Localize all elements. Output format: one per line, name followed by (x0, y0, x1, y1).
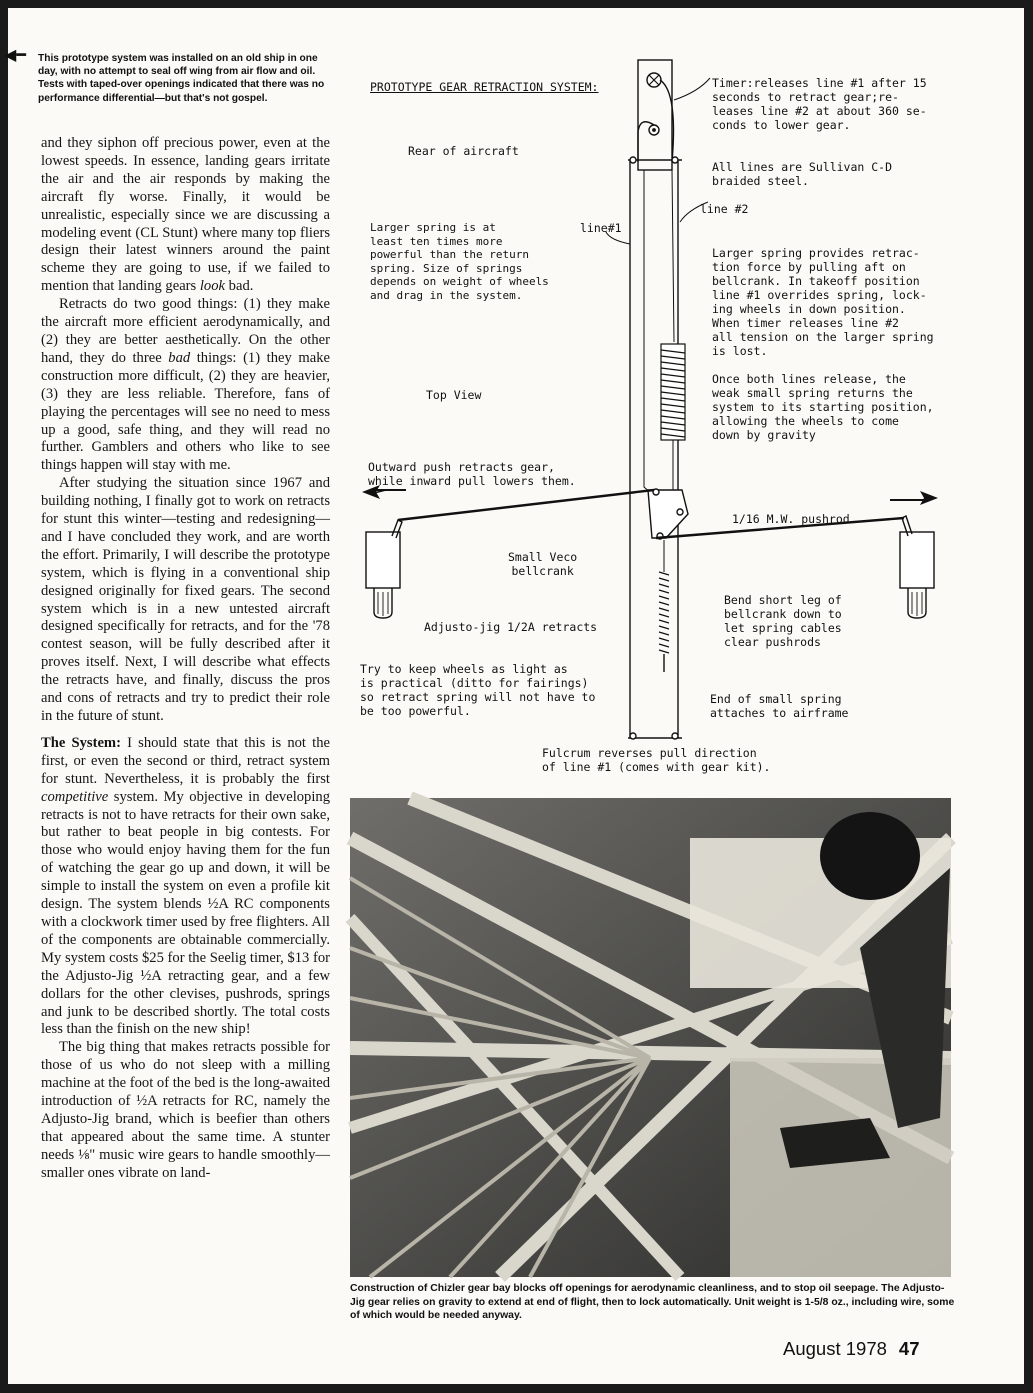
issue-date: August 1978 (783, 1338, 887, 1359)
top-photo-caption (4, 47, 338, 105)
left-gear-unit (366, 532, 400, 588)
section-heading: The System: (41, 734, 121, 751)
label-wheels-light: Try to keep wheels as light as is practical (ditto for fairings) so retract spring will not have to be too powerful. (360, 662, 596, 718)
label-pushrod: 1/16 M.W. pushrod (732, 512, 850, 526)
label-outward-push: Outward push retracts gear, while inward pull lowers them. (368, 460, 576, 488)
magazine-page (4, 8, 1024, 1384)
caption-arrow-icon: ◀━ (4, 47, 26, 64)
label-adjusto-jig: Adjusto-jig 1/2A retracts (424, 620, 598, 634)
article-paragraph: Retracts do two good things: (1) they make the aircraft more efficient aerodynamically, and (2) they are better aesthetically. On the other hand, they do three bad things: (1) they make construction more difficult, (2) they are heavier, (3) they are less reliable. Therefore, fans of playing the percentages will see no need to mess up a good, safe thing, and they will read no further. Gamblers and others who like to see things happen will stay with me. (41, 296, 330, 474)
timer-box (638, 60, 672, 170)
label-retraction-force: Larger spring provides retrac- tion force by pulling aft on bellcrank. In takeoff position line #1 overrides spring, lock- ing wheels in down position. When timer releases line #2 all tension on the larger spring is lost. (712, 246, 934, 358)
label-larger-spring: Larger spring is at least ten times more powerful than the return spring. Size of springs depends on weight of wheels and drag in the system. (370, 221, 549, 302)
label-timer: Timer:releases line #1 after 15 seconds to retract gear;re- leases line #2 at about 360 se- conds to lower gear. (712, 76, 927, 132)
article-paragraph: and they siphon off precious power, even at the lowest speeds. In essence, landing gears irritate the air and the air responds by making the aircraft fly worse. Finally, it would be unrealistic, especially since we are discussing a modeling event (CL Stunt) where many top fliers design their latest winners around the paint scheme they are going to use, if we failed to mention that landing gears look bad. (41, 135, 330, 295)
photo-illustration (350, 798, 951, 1277)
label-end-small-spring: End of small spring attaches to airframe (710, 692, 849, 720)
label-rear-of-aircraft: Rear of aircraft (408, 144, 519, 158)
label-line-2: line #2 (700, 202, 749, 216)
article-column (41, 135, 330, 1183)
label-top-view: Top View (426, 388, 482, 402)
right-gear-unit (900, 532, 934, 588)
page-number: 47 (898, 1338, 920, 1359)
left-pushrod (398, 490, 654, 520)
label-fulcrum: Fulcrum reverses pull direction of line #1 (comes with gear kit). (542, 746, 771, 774)
label-bellcrank: Small Veco bellcrank (508, 550, 578, 578)
photo-caption: Construction of Chizler gear bay blocks off openings for aerodynamic cleanliness, and to stop oil seepage. The Adjusto-Jig gear relies on gravity to extend at end of flight, then to lock automatically. Unit weight is 1-5/8 oz., including wire, some of which would be needed anyway. (350, 1283, 955, 1322)
article-paragraph: The big thing that makes retracts possible for those of us who do not sleep with a milling machine at the foot of the bed is the long-awaited introduction of ½A retracts for RC, namely the Adjusto-Jig brand, which is beefier than others that appeared about the same time. A stunter needs ⅛" music wire gears to handle smoothly—smaller ones vibrate on land- (41, 1039, 330, 1181)
gear-bay-photo (350, 798, 951, 1277)
top-caption-text: This prototype system was installed on an old ship in one day, with no attempt to seal off wing from air flow and oil. Tests with taped-over openings indicated that there was no performance differential—but that's not gospel. (38, 53, 325, 104)
label-lines-note: All lines are Sullivan C-D braided steel. (712, 160, 893, 188)
label-once-both-lines: Once both lines release, the weak small spring returns the system to its starting position, allowing the wheels to come down by gravity (712, 372, 934, 442)
diagram-title: PROTOTYPE GEAR RETRACTION SYSTEM: (370, 80, 599, 94)
gear-retraction-diagram (348, 52, 948, 772)
small-spring (659, 572, 669, 653)
fuselage-channel (630, 160, 678, 738)
label-bend-short-leg: Bend short leg of bellcrank down to let spring cables clear pushrods (724, 593, 842, 649)
label-line-1: line#1 (580, 221, 622, 235)
article-paragraph: After studying the situation since 1967 and building nothing, I finally got to work on retracts for stunt this winter—testing and redesigning—and I have concluded they work, and are worth the effort. Primarily, I will describe the prototype system, which is flying in a conventional ship designed originally for fixed gears. The second system which is in a new untested aircraft designed specifically for retracts, and for the '78 contest season, will be fully described after it proves itself. Next, I will describe what effects the retracts have, and finally, discuss the pros and cons of retracts and try to predict their role in the future of stunt. (41, 475, 330, 724)
article-paragraph: The System: I should state that this is not the first, or even the second or third, retract system for stunt. Nevertheless, it is probably the first competitive system. My objective in developing retracts is not to have retracts for their own sake, but rather to beat people in big contests. For those who would enjoy having them for the fun of watching the gear go up and down, it will be simple to install the system on even a profile kit design. The system blends ½A RC components with a clockwork timer used by free flighters. All of the components are obtainable commercially. My system costs $25 for the Seelig timer, $13 for the Adjusto-Jig ½A retracting gear, and a few dollars for the other clevises, pushrods, springs and junk to be described shortly. The total costs less than the finish on the new ship! (41, 734, 330, 1038)
page-footer (783, 1338, 919, 1360)
